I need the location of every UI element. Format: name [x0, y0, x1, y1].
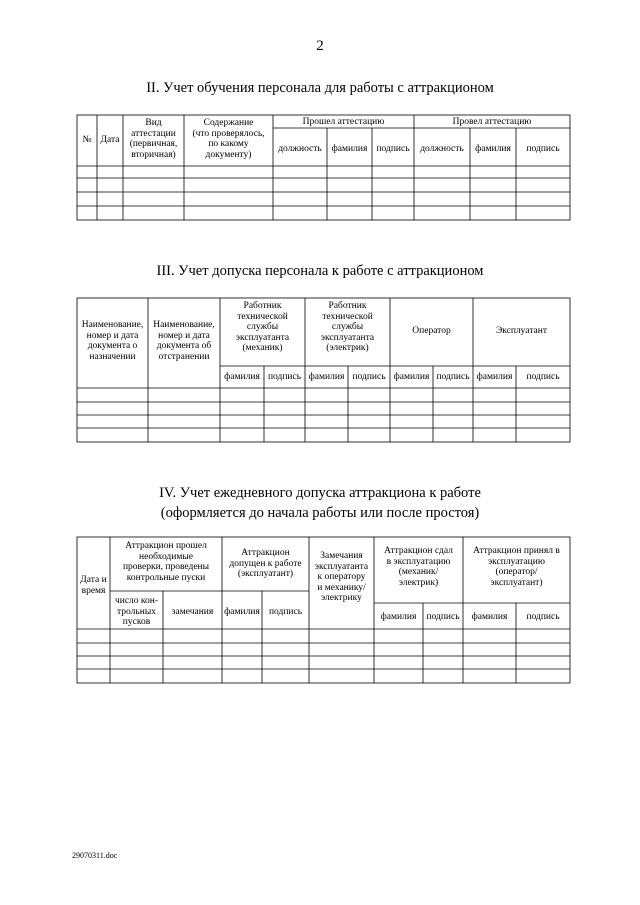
passed-position: должность: [278, 144, 322, 154]
col-exploitant-remarks: Замечания эксплуатанта к оператору и механику/ электрику: [314, 551, 369, 603]
col-operator: Оператор: [412, 326, 451, 336]
col-attestation-type: Вид аттестации (первичная, вторичная): [129, 118, 178, 160]
admitted-surname: фамилия: [224, 607, 260, 617]
col-handed-over: Аттракцион сдал в эксплуатацию (механик/ электрик): [384, 546, 453, 588]
col-date-time: Дата и время: [80, 575, 107, 596]
conducted-signature: подпись: [526, 144, 560, 154]
col-electrician: Работник технической службы эксплуатанта (электрик): [320, 301, 375, 353]
admitted-signature: подпись: [268, 607, 303, 617]
mech-surname: фамилия: [224, 372, 260, 382]
exploitant-signature: подпись: [526, 372, 560, 382]
col-assignment-document: Наименование, номер и дата документа о назначении: [81, 320, 144, 362]
page-number: 2: [316, 38, 324, 54]
col-accepted: Аттракцион принял в эксплуатацию (оператор/ эксплуатант): [473, 546, 560, 588]
section-2-title: II. Учет обучения персонала для работы с аттракционом: [146, 80, 494, 96]
elec-surname: фамилия: [308, 372, 345, 382]
section-4-title: IV. Учет ежедневного допуска аттракциона к работе: [159, 485, 481, 501]
sub-control-runs: число кон- трольных пусков: [114, 596, 159, 627]
col-content: Содержание (что проверялось, по какому документу): [192, 118, 265, 160]
col-date: Дата: [100, 135, 120, 145]
col-mechanic: Работник технической службы эксплуатанта (механик): [235, 301, 290, 353]
passed-signature: подпись: [376, 144, 410, 154]
section-3-title: III. Учет допуска персонала к работе с аттракционом: [156, 263, 484, 279]
section-4-subtitle: (оформляется до начала работы или после простоя): [160, 505, 480, 521]
accepted-surname: фамилия: [471, 612, 508, 622]
sub-remarks: замечания: [171, 607, 214, 617]
col-exploitant: Эксплуатант: [495, 326, 547, 336]
handed-signature: подпись: [426, 612, 460, 622]
elec-signature: подпись: [352, 372, 386, 382]
col-number: №: [82, 135, 92, 145]
passed-surname: фамилия: [331, 144, 368, 154]
mech-signature: подпись: [267, 372, 302, 382]
col-passed-attestation: Прошел аттестацию: [302, 117, 385, 127]
operator-signature: подпись: [436, 372, 470, 382]
col-checks: Аттракцион прошел необходимые проверки, проведены контрольные пуски: [122, 541, 210, 583]
operator-surname: фамилия: [393, 372, 430, 382]
conducted-surname: фамилия: [475, 144, 511, 154]
conducted-position: должность: [420, 144, 464, 154]
accepted-signature: подпись: [526, 612, 560, 622]
exploitant-surname: фамилия: [476, 372, 513, 382]
col-admitted: Аттракцион допущен к работе (эксплуатант): [229, 548, 302, 579]
handed-surname: фамилия: [380, 612, 417, 622]
col-conducted-attestation: Провел аттестацию: [452, 117, 532, 127]
col-removal-document: Наименование, номер и дата документа об отстранении: [153, 320, 215, 362]
file-name-footer: 29070311.doc: [72, 851, 118, 860]
